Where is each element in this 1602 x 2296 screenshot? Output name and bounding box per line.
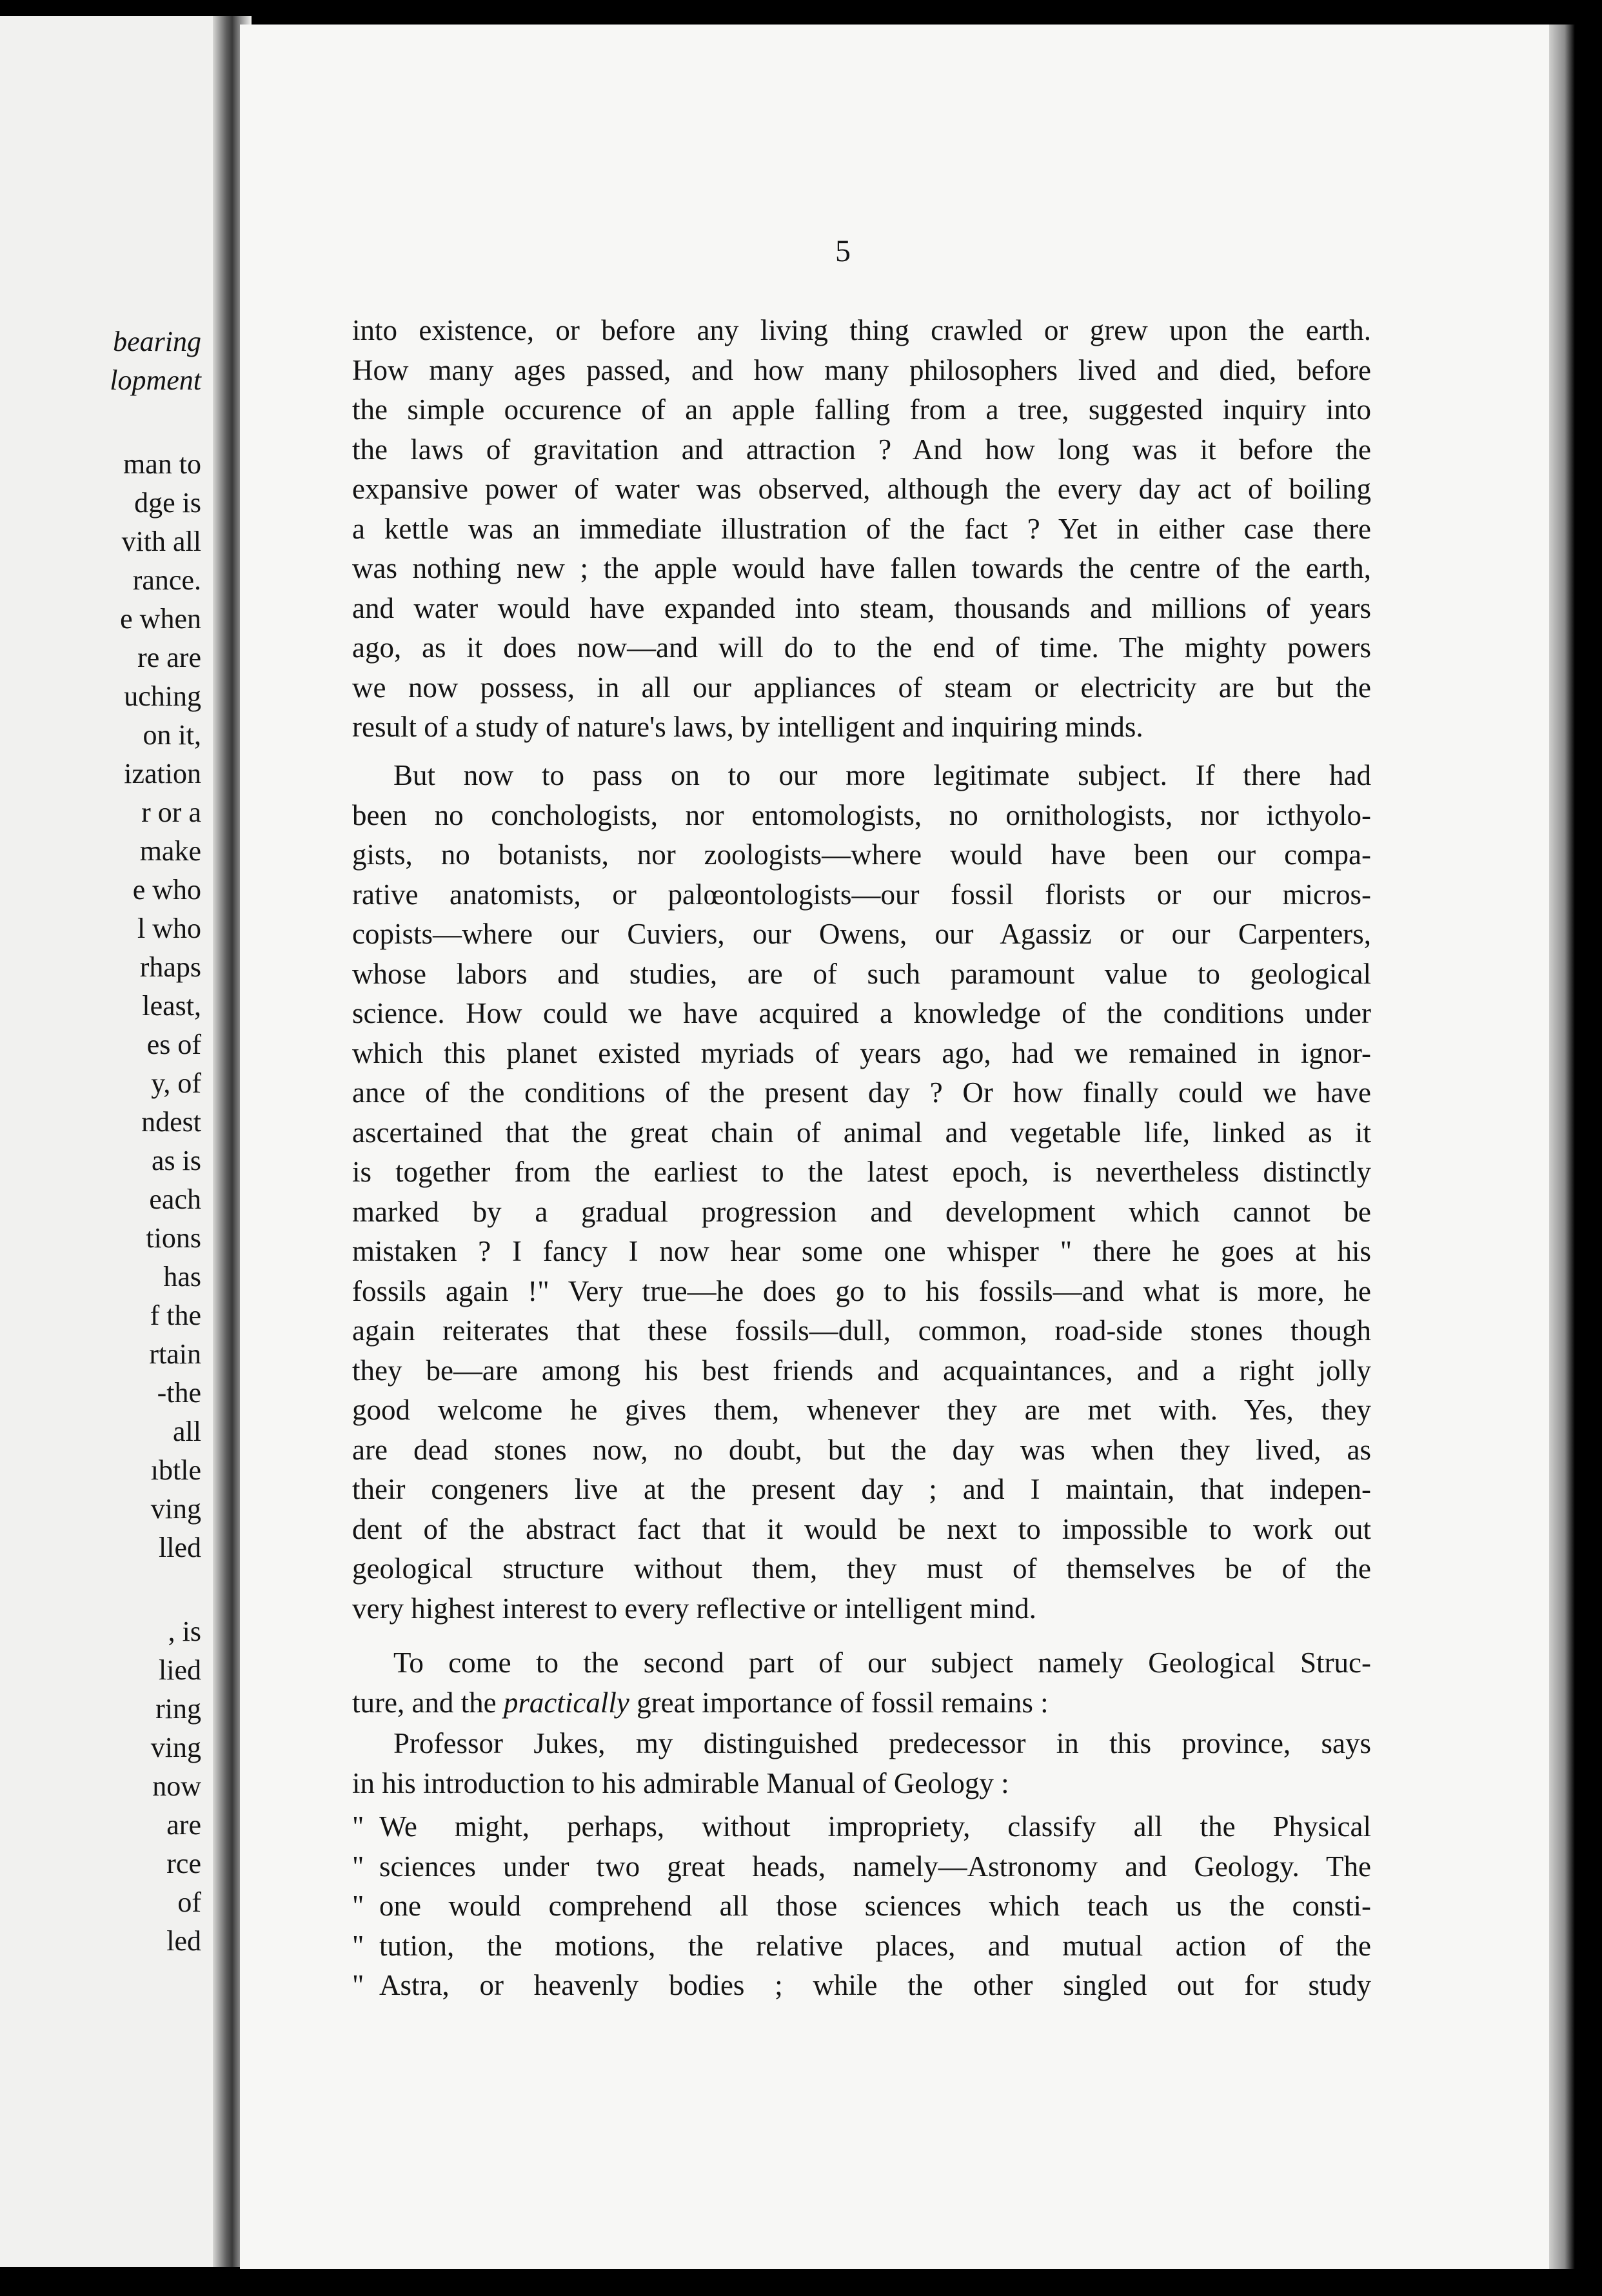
left-page-fragment: has [163, 1261, 201, 1292]
left-page-fragment: bearing [113, 326, 201, 357]
quotation-line [352, 1926, 1371, 1965]
quotation-mark: " [352, 1890, 364, 1922]
left-page-fragment: e who [132, 874, 201, 906]
left-page-fragment: rtain [149, 1338, 201, 1370]
left-page-fragment: re are [137, 642, 201, 673]
text-line: is together from the earliest to the latest epoch, is nevertheless distinctly [352, 1156, 1371, 1188]
left-page-fragment: l who [137, 913, 201, 944]
left-page-fragment: lled [159, 1532, 201, 1563]
left-page-fragment: all [173, 1416, 201, 1447]
text-line: was nothing new ; the apple would have fallen towards the centre of the earth, [352, 552, 1371, 584]
text-line: again reiterates that these fossils—dull, common, road-side stones though [352, 1314, 1371, 1347]
text-line: they be—are among his best friends and acquaintances, and a right jolly [352, 1354, 1371, 1387]
left-page-fragment: lied [159, 1654, 201, 1686]
left-page-fragment: uching [124, 680, 201, 712]
text-line: we now possess, in all our appliances of steam or electricity are but the [352, 671, 1371, 704]
text-line: which this planet existed myriads of years ago, had we remained in ignor- [352, 1037, 1371, 1069]
quotation-mark: " [352, 1810, 364, 1843]
text-line: the laws of gravitation and attraction ? And how long was it before the [352, 433, 1371, 466]
left-page-fragment: ıbtle [150, 1454, 201, 1486]
text-line: in his introduction to his admirable Manual of Geology : [352, 1767, 1009, 1799]
text-line: and water would have expanded into steam, thousands and millions of years [352, 592, 1371, 624]
left-page-fragment: are [166, 1809, 201, 1841]
left-page-fragment: e when [120, 603, 201, 635]
left-page-fragment: each [149, 1183, 201, 1215]
quotation-line [352, 1847, 1371, 1886]
left-page-fragment: as is [152, 1145, 201, 1176]
left-page-fragment: -the [157, 1377, 201, 1409]
left-page-fragment: , is [168, 1616, 201, 1647]
text-line: very highest interest to every reflective or intelligent mind. [352, 1592, 1036, 1625]
left-page-fragment: lopment [110, 364, 201, 396]
text-line: ago, as it does now—and will do to the end of time. The mighty powers [352, 631, 1371, 664]
left-page-fragment: dge is [134, 487, 201, 519]
left-page-fragment: rhaps [139, 951, 201, 983]
quotation-text: tution, the motions, the relative places, and mutual action of the [379, 1930, 1371, 1962]
text-line: fossils again !" Very true—he does go to his fossils—and what is more, he [352, 1275, 1371, 1307]
left-page-fragment: led [166, 1925, 201, 1957]
left-page-fragment: ization [124, 758, 201, 789]
left-page-fragment: now [152, 1770, 201, 1802]
text-line: the simple occurence of an apple falling from a tree, suggested inquiry into [352, 393, 1371, 426]
left-page-fragment: es of [146, 1029, 201, 1060]
emphasized-word: practically [503, 1687, 629, 1719]
quotation-text: one would comprehend all those sciences which teach us the consti- [379, 1890, 1371, 1922]
text-line: How many ages passed, and how many philosophers lived and died, before [352, 354, 1371, 386]
text-line: geological structure without them, they must of themselves be of the [352, 1552, 1371, 1585]
page-number: 5 [835, 234, 851, 268]
text-line: To come to the second part of our subject namely Geological Struc- [393, 1647, 1371, 1679]
text-line: expansive power of water was observed, although the every day act of boiling [352, 473, 1371, 505]
left-page-fragment: rce [166, 1848, 201, 1879]
quotation-line [352, 1886, 1371, 1925]
text-line: a kettle was an immediate illustration of the fact ? Yet in either case there [352, 513, 1371, 545]
left-page-fragment: rance. [132, 564, 201, 596]
left-page-fragment: of [177, 1886, 201, 1918]
text-line: rative anatomists, or palœontologists—our fossil florists or our micros- [352, 878, 1371, 911]
left-page-fragment: vith all [121, 526, 201, 557]
text-line: result of a study of nature's laws, by intelligent and inquiring minds. [352, 711, 1143, 743]
left-page-fragment: on it, [143, 719, 201, 751]
left-page-fragment: r or a [141, 797, 201, 828]
quotation-line [352, 1807, 1371, 1846]
quotation-mark: " [352, 1930, 364, 1962]
text-line: mistaken ? I fancy I now hear some one whisper " there he goes at his [352, 1235, 1371, 1267]
text-line: ascertained that the great chain of animal and vegetable life, linked as it [352, 1116, 1371, 1149]
text-line: But now to pass on to our more legitimate subject. If there had [393, 759, 1371, 791]
text-line: their congeners live at the present day ; and I maintain, that indepen- [352, 1473, 1371, 1505]
text-line: whose labors and studies, are of such paramount value to geological [352, 958, 1371, 990]
left-page-fragment: ndest [141, 1106, 201, 1138]
left-page-fragment: f the [150, 1300, 201, 1331]
left-page-fragment: least, [142, 990, 201, 1022]
text-line: good welcome he gives them, whenever they are met with. Yes, they [352, 1394, 1371, 1426]
text-line: ture, and the practically great importance of fossil remains : [352, 1687, 1049, 1719]
left-page-fragment: ring [155, 1693, 201, 1725]
text-line: gists, no botanists, nor zoologists—where would have been our compa- [352, 838, 1371, 871]
left-page-fragment: make [139, 835, 201, 867]
quotation-text: We might, perhaps, without impropriety, classify all the Physical [379, 1810, 1371, 1843]
quotation-line [352, 1966, 1371, 2004]
text-line: marked by a gradual progression and development which cannot be [352, 1196, 1371, 1228]
left-page-fragment: tions [146, 1222, 201, 1254]
text-line: ance of the conditions of the present day ? Or how finally could we have [352, 1076, 1371, 1109]
quotation-mark: " [352, 1969, 364, 2001]
text-line: dent of the abstract fact that it would be next to impossible to work out [352, 1513, 1371, 1545]
text-line: into existence, or before any living thing crawled or grew upon the earth. [352, 314, 1371, 346]
quotation-text: sciences under two great heads, namely—Astronomy and Geology. The [379, 1850, 1371, 1883]
quotation-text: Astra, or heavenly bodies ; while the other singled out for study [379, 1969, 1371, 2001]
quotation-mark: " [352, 1850, 364, 1883]
text-line: Professor Jukes, my distinguished predecessor in this province, says [393, 1727, 1371, 1759]
text-line: science. How could we have acquired a knowledge of the conditions under [352, 997, 1371, 1029]
text-line: been no conchologists, nor entomologists, no ornithologists, nor icthyolo- [352, 799, 1371, 831]
left-page-fragment: man to [123, 448, 201, 480]
left-page-fragment: y, of [151, 1067, 201, 1099]
left-page-fragment: ving [150, 1732, 201, 1763]
text-line: are dead stones now, no doubt, but the day was when they lived, as [352, 1434, 1371, 1466]
left-page-fragment: ving [150, 1493, 201, 1525]
text-line: copists—where our Cuviers, our Owens, our Agassiz or our Carpenters, [352, 918, 1371, 950]
